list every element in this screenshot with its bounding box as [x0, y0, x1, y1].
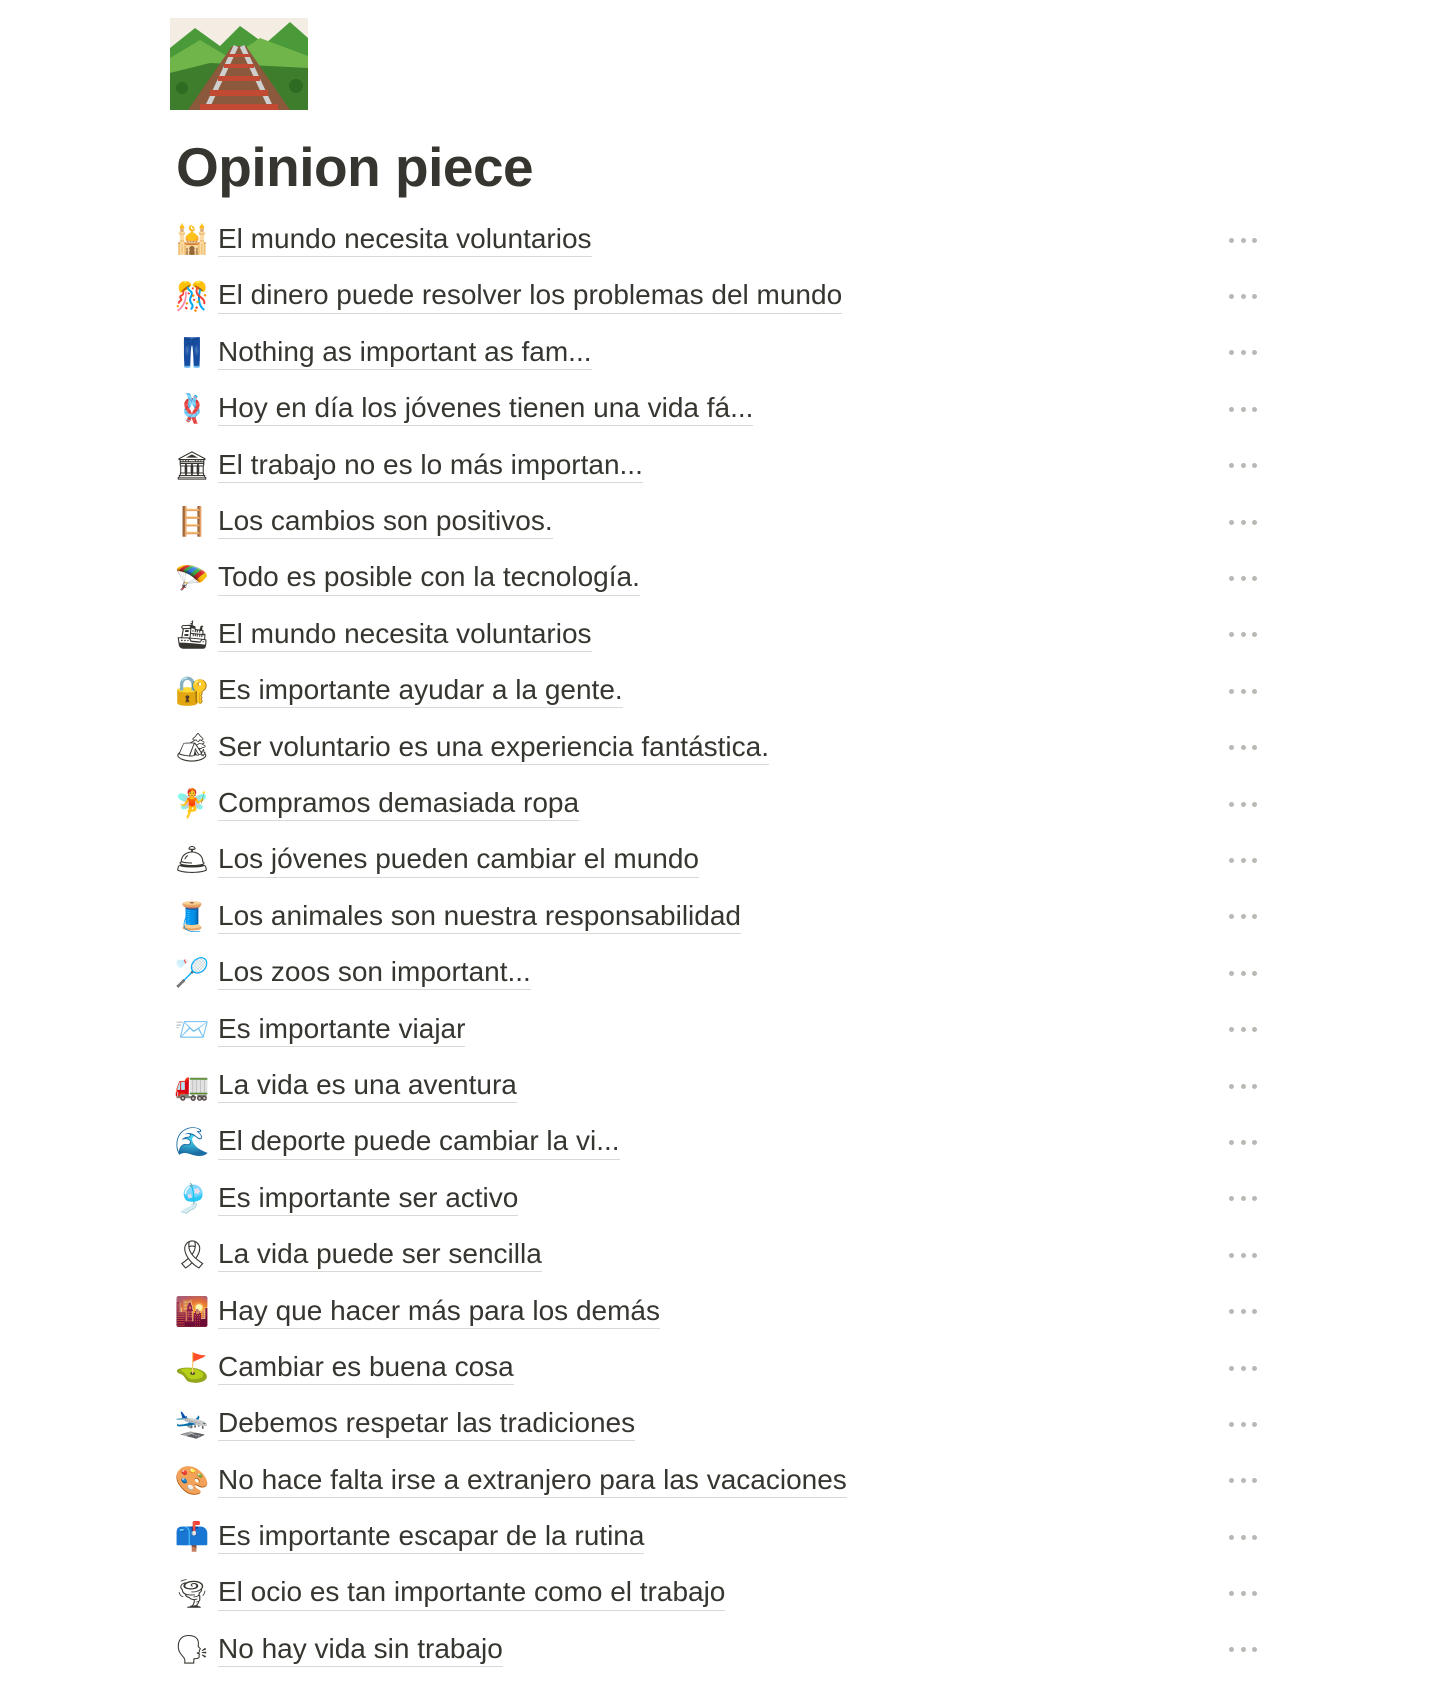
more-dot: [1229, 1647, 1234, 1652]
page-link[interactable]: Ser voluntario es una experiencia fantástica.: [218, 731, 769, 765]
more-options-icon[interactable]: [1223, 1018, 1263, 1042]
more-dot: [1241, 1647, 1246, 1652]
airplane-arrival-icon[interactable]: 🛬: [174, 1407, 210, 1441]
more-dot: [1241, 858, 1246, 863]
more-options-icon[interactable]: [1223, 961, 1263, 985]
more-dot: [1241, 407, 1246, 412]
more-options-icon[interactable]: [1223, 1525, 1263, 1549]
page-title: Opinion piece: [176, 136, 534, 198]
list-item[interactable]: [170, 607, 1270, 663]
more-dot: [1241, 1309, 1246, 1314]
page-link[interactable]: Los zoos son important...: [218, 956, 531, 990]
more-dot: [1252, 520, 1257, 525]
more-dot: [1241, 350, 1246, 355]
page-link[interactable]: Hoy en día los jóvenes tienen una vida fá...: [218, 392, 753, 426]
page-link[interactable]: Es importante ser activo: [218, 1182, 518, 1216]
list-item[interactable]: [170, 1453, 1270, 1509]
classical-building-icon[interactable]: 🏛: [174, 448, 210, 482]
more-dot: [1252, 632, 1257, 637]
list-item[interactable]: [170, 1114, 1270, 1170]
ribbon-icon[interactable]: 🎗: [174, 1238, 210, 1272]
more-options-icon[interactable]: [1223, 1469, 1263, 1493]
more-dot: [1229, 1535, 1234, 1540]
list-item[interactable]: [170, 1565, 1270, 1621]
page-link[interactable]: El trabajo no es lo más importan...: [218, 449, 643, 483]
list-item[interactable]: [170, 832, 1270, 888]
more-options-icon[interactable]: [1223, 397, 1263, 421]
more-options-icon[interactable]: [1223, 736, 1263, 760]
more-dot: [1252, 914, 1257, 919]
more-dot: [1229, 1366, 1234, 1371]
more-options-icon[interactable]: [1223, 1356, 1263, 1380]
more-dot: [1252, 1422, 1257, 1427]
page-link[interactable]: Compramos demasiada ropa: [218, 787, 579, 821]
more-dot: [1252, 1591, 1257, 1596]
sub-page-list: [170, 212, 1270, 1678]
more-dot: [1241, 1478, 1246, 1483]
page-link[interactable]: Es importante ayudar a la gente.: [218, 674, 623, 708]
list-item[interactable]: [170, 1340, 1270, 1396]
more-options-icon[interactable]: [1223, 510, 1263, 534]
more-options-icon[interactable]: [1223, 679, 1263, 703]
more-dot: [1252, 1478, 1257, 1483]
more-options-icon[interactable]: [1223, 341, 1263, 365]
list-item[interactable]: [170, 381, 1270, 437]
more-options-icon[interactable]: [1223, 228, 1263, 252]
more-dot: [1241, 632, 1246, 637]
fairy-icon[interactable]: 🧚: [174, 787, 210, 821]
page-link[interactable]: No hay vida sin trabajo: [218, 1633, 503, 1667]
artist-palette-icon[interactable]: 🎨: [174, 1463, 210, 1497]
more-dot: [1229, 914, 1234, 919]
knot-icon[interactable]: 🪢: [174, 392, 210, 426]
golf-flag-icon[interactable]: ⛳: [174, 1351, 210, 1384]
more-dot: [1229, 238, 1234, 243]
more-dot: [1252, 407, 1257, 412]
list-item[interactable]: [170, 1283, 1270, 1339]
list-item[interactable]: [170, 494, 1270, 550]
more-options-icon[interactable]: [1223, 1638, 1263, 1662]
more-dot: [1229, 802, 1234, 807]
list-item[interactable]: [170, 1396, 1270, 1452]
more-dot: [1229, 1478, 1234, 1483]
more-dot: [1241, 1084, 1246, 1089]
list-item[interactable]: [170, 325, 1270, 381]
page-link[interactable]: El mundo necesita voluntarios: [218, 618, 592, 652]
more-options-icon[interactable]: [1223, 1187, 1263, 1211]
more-dot: [1241, 745, 1246, 750]
more-dot: [1241, 238, 1246, 243]
more-dot: [1229, 294, 1234, 299]
incoming-envelope-icon[interactable]: 📨: [174, 1012, 210, 1046]
mailbox-icon[interactable]: 📫: [174, 1520, 210, 1554]
list-item[interactable]: [170, 663, 1270, 719]
parachute-icon[interactable]: 🪂: [174, 561, 210, 595]
more-dot: [1229, 971, 1234, 976]
page-link[interactable]: Los animales son nuestra responsabilidad: [218, 900, 741, 934]
thread-spool-icon[interactable]: 🧵: [174, 899, 210, 933]
railway-track-icon[interactable]: [170, 18, 308, 110]
more-dot: [1241, 1027, 1246, 1032]
more-dot: [1252, 802, 1257, 807]
more-dot: [1241, 1591, 1246, 1596]
page-link[interactable]: Nothing as important as fam...: [218, 336, 592, 370]
list-item[interactable]: [170, 1227, 1270, 1283]
more-dot: [1252, 689, 1257, 694]
page-link[interactable]: Los cambios son positivos.: [218, 505, 553, 539]
list-item[interactable]: [170, 720, 1270, 776]
more-options-icon[interactable]: [1223, 848, 1263, 872]
more-dot: [1252, 1366, 1257, 1371]
ladder-icon[interactable]: 🪜: [174, 505, 210, 539]
more-options-icon[interactable]: [1223, 623, 1263, 647]
more-dot: [1241, 689, 1246, 694]
page-link[interactable]: Los jóvenes pueden cambiar el mundo: [218, 843, 699, 877]
more-dot: [1229, 1140, 1234, 1145]
more-dot: [1252, 463, 1257, 468]
page-link[interactable]: Cambiar es buena cosa: [218, 1351, 514, 1385]
page-link[interactable]: Hay que hacer más para los demás: [218, 1295, 660, 1329]
ship-icon[interactable]: 🛳: [174, 617, 210, 651]
more-dot: [1229, 1309, 1234, 1314]
more-options-icon[interactable]: [1223, 1130, 1263, 1154]
more-options-icon[interactable]: [1223, 1243, 1263, 1267]
more-dot: [1252, 350, 1257, 355]
more-dot: [1229, 1591, 1234, 1596]
more-dot: [1241, 576, 1246, 581]
more-dot: [1229, 1253, 1234, 1258]
confetti-ball-icon[interactable]: 🎊: [174, 279, 210, 313]
page-link[interactable]: El mundo necesita voluntarios: [218, 223, 592, 257]
more-dot: [1229, 520, 1234, 525]
sunset-icon[interactable]: 🌇: [174, 1294, 210, 1328]
list-item[interactable]: [170, 550, 1270, 606]
list-item[interactable]: [170, 1171, 1270, 1227]
more-dot: [1241, 802, 1246, 807]
more-dot: [1241, 1535, 1246, 1540]
more-options-icon[interactable]: [1223, 1412, 1263, 1436]
badminton-icon[interactable]: 🏸: [174, 956, 210, 990]
bellhop-bell-icon[interactable]: 🛎: [174, 843, 210, 877]
more-dot: [1252, 238, 1257, 243]
page-header: [170, 18, 1270, 198]
more-dot: [1252, 1196, 1257, 1201]
page-link[interactable]: Todo es posible con la tecnología.: [218, 561, 640, 595]
more-dot: [1252, 576, 1257, 581]
more-dot: [1229, 576, 1234, 581]
truck-icon[interactable]: 🚛: [174, 1069, 210, 1103]
more-options-icon[interactable]: [1223, 1074, 1263, 1098]
page-link[interactable]: Es importante escapar de la rutina: [218, 1520, 644, 1554]
more-dot: [1241, 914, 1246, 919]
more-dot: [1252, 1309, 1257, 1314]
more-dot: [1229, 858, 1234, 863]
more-dot: [1229, 689, 1234, 694]
more-dot: [1229, 1027, 1234, 1032]
more-dot: [1229, 407, 1234, 412]
more-dot: [1241, 1196, 1246, 1201]
locked-with-key-icon[interactable]: 🔐: [174, 674, 210, 708]
more-dot: [1229, 632, 1234, 637]
more-options-icon[interactable]: [1223, 792, 1263, 816]
more-options-icon[interactable]: [1223, 1582, 1263, 1606]
more-dot: [1252, 858, 1257, 863]
more-dot: [1241, 1253, 1246, 1258]
list-item[interactable]: [170, 1509, 1270, 1565]
more-dot: [1241, 463, 1246, 468]
tornado-icon[interactable]: 🌪: [174, 1576, 210, 1610]
list-item[interactable]: [170, 1001, 1270, 1057]
speaking-head-icon[interactable]: 🗣: [174, 1632, 210, 1666]
list-item[interactable]: [170, 212, 1270, 268]
list-item[interactable]: [170, 889, 1270, 945]
more-options-icon[interactable]: [1223, 905, 1263, 929]
page-link[interactable]: La vida puede ser sencilla: [218, 1238, 542, 1272]
jeans-icon[interactable]: 👖: [174, 335, 210, 369]
page-link[interactable]: El ocio es tan importante como el trabajo: [218, 1576, 725, 1610]
more-options-icon[interactable]: [1223, 1300, 1263, 1324]
more-dot: [1229, 350, 1234, 355]
more-dot: [1252, 971, 1257, 976]
more-dot: [1241, 1366, 1246, 1371]
more-dot: [1252, 1253, 1257, 1258]
page-link[interactable]: El dinero puede resolver los problemas del mundo: [218, 279, 842, 313]
more-dot: [1252, 1084, 1257, 1089]
more-dot: [1252, 1647, 1257, 1652]
more-dot: [1252, 1535, 1257, 1540]
wave-icon[interactable]: 🌊: [174, 1125, 210, 1159]
more-dot: [1252, 294, 1257, 299]
more-dot: [1229, 463, 1234, 468]
list-item[interactable]: [170, 438, 1270, 494]
wind-chime-icon[interactable]: 🎐: [174, 1181, 210, 1215]
page-link[interactable]: Debemos respetar las tradiciones: [218, 1407, 635, 1441]
more-dot: [1229, 745, 1234, 750]
list-item[interactable]: [170, 1058, 1270, 1114]
list-item[interactable]: [170, 945, 1270, 1001]
page-link[interactable]: No hace falta irse a extranjero para las vacaciones: [218, 1464, 847, 1498]
more-options-icon[interactable]: [1223, 567, 1263, 591]
page-link[interactable]: El deporte puede cambiar la vi...: [218, 1125, 620, 1159]
more-dot: [1241, 1422, 1246, 1427]
list-item[interactable]: [170, 776, 1270, 832]
more-dot: [1241, 1140, 1246, 1145]
more-options-icon[interactable]: [1223, 454, 1263, 478]
more-dot: [1229, 1084, 1234, 1089]
more-dot: [1252, 1140, 1257, 1145]
more-dot: [1252, 745, 1257, 750]
mosque-icon[interactable]: 🕌: [174, 223, 210, 257]
more-dot: [1241, 971, 1246, 976]
more-dot: [1229, 1196, 1234, 1201]
more-dot: [1241, 294, 1246, 299]
page-link[interactable]: Es importante viajar: [218, 1013, 465, 1047]
more-dot: [1241, 520, 1246, 525]
list-item[interactable]: [170, 1622, 1270, 1678]
page-link[interactable]: La vida es una aventura: [218, 1069, 517, 1103]
list-item[interactable]: [170, 268, 1270, 324]
camping-icon[interactable]: 🏕: [174, 730, 210, 764]
more-options-icon[interactable]: [1223, 285, 1263, 309]
more-dot: [1252, 1027, 1257, 1032]
more-dot: [1229, 1422, 1234, 1427]
